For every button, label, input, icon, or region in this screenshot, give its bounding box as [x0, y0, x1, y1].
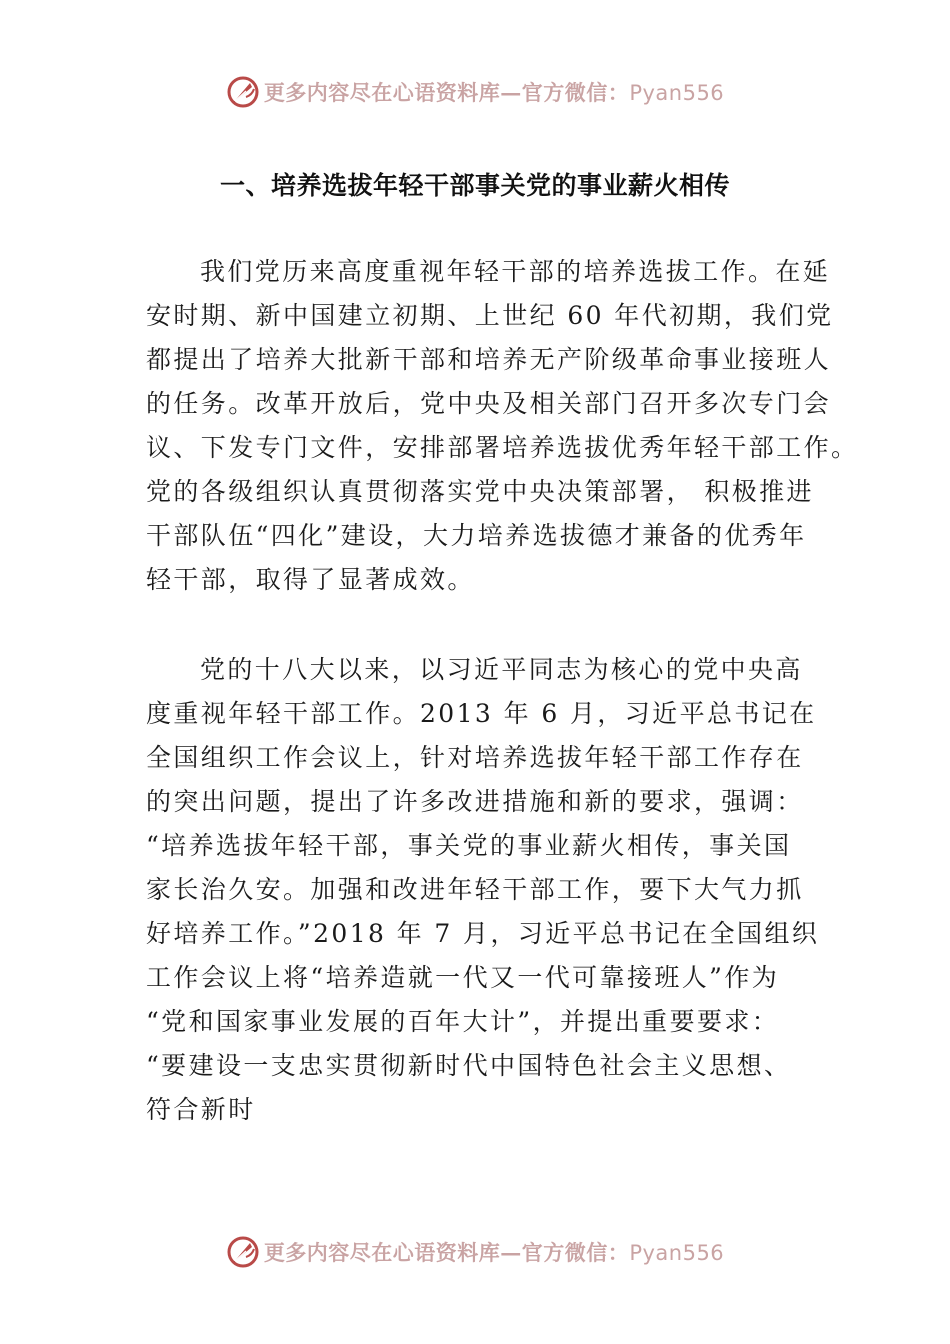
banner-wechat-id: Pyan556 — [629, 81, 725, 105]
text-line: 的突出问题，提出了许多改进措施和新的要求，强调： — [146, 787, 804, 816]
feather-logo-icon — [226, 1235, 260, 1269]
section-title: 一、培养选拔年轻干部事关党的事业薪火相传 — [219, 171, 730, 200]
footer-watermark-banner — [0, 1232, 950, 1272]
feather-logo-icon — [226, 75, 260, 109]
text-line: 的任务。改革开放后，党中央及相关部门召开多次专门会 — [146, 389, 832, 418]
text-line: 好培养工作。”2018 年 7 月，习近平总书记在全国组织 — [146, 919, 820, 948]
text-line: 干部队伍“四化”建设，大力培养选拔德才兼备的优秀年 — [146, 521, 807, 550]
banner-wechat-id: Pyan556 — [629, 1241, 725, 1265]
text-line: 安时期、新中国建立初期、上世纪 60 年代初期，我们党 — [146, 301, 834, 330]
text-line: “培养选拔年轻干部，事关党的事业薪火相传，事关国 — [146, 831, 792, 860]
text-line: 轻干部，取得了显著成效。 — [146, 565, 475, 594]
text-line: 工作会议上将“培养造就一代又一代可靠接班人”作为 — [146, 963, 780, 992]
text-line: 全国组织工作会议上，针对培养选拔年轻干部工作存在 — [146, 743, 804, 772]
paragraph-2 — [146, 648, 819, 1132]
text-line: “党和国家事业发展的百年大计”，并提出重要要求： — [146, 1007, 780, 1036]
text-line: 我们党历来高度重视年轻干部的培养选拔工作。在延 — [200, 257, 831, 286]
text-line: 都提出了培养大批新干部和培养无产阶级革命事业接班人 — [146, 345, 832, 374]
text-line: 党的各级组织认真贯彻落实党中央决策部署， 积极推进 — [146, 477, 814, 506]
text-line: 符合新时 — [146, 1095, 256, 1124]
text-line: 家长治久安。加强和改进年轻干部工作，要下大气力抓 — [146, 875, 804, 904]
text-line: 度重视年轻干部工作。2013 年 6 月，习近平总书记在 — [146, 699, 817, 728]
text-line: “要建设一支忠实贯彻新时代中国特色社会主义思想、 — [146, 1051, 792, 1080]
text-line: 党的十八大以来，以习近平同志为核心的党中央高 — [200, 655, 803, 684]
banner-text: 更多内容尽在心语资料库—官方微信： — [263, 80, 630, 105]
banner-text: 更多内容尽在心语资料库—官方微信： — [263, 1240, 630, 1265]
text-line: 议、下发专门文件，安排部署培养选拔优秀年轻干部工作。 — [146, 433, 859, 462]
header-watermark-banner — [0, 72, 950, 112]
paragraph-1 — [146, 250, 858, 602]
